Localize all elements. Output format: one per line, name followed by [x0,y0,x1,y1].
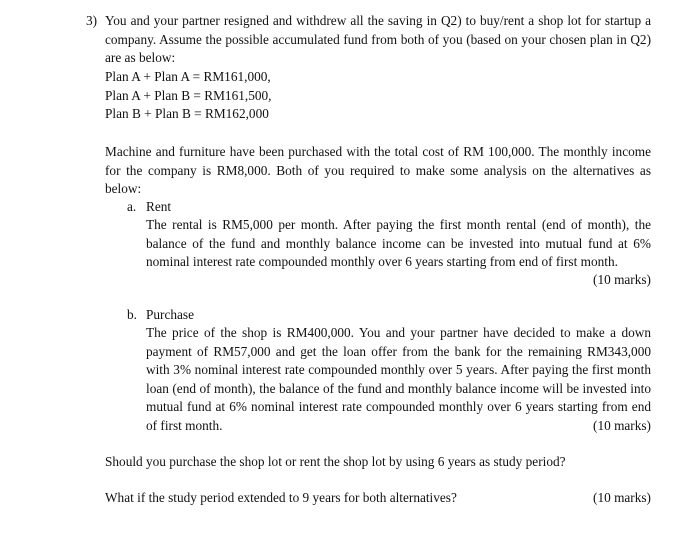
option-a-body: The rental is RM5,000 per month. After paying the first month rental (end of month), the balance of the fund and monthly balance income can be invested into mutual fund at 6% nominal interest rate compounded monthly over 6 years starting from end of first month. [146,217,651,269]
question-intro: You and your partner resigned and withdrew all the saving in Q2) to buy/rent a shop lot for startup a company. Assume the possible accumulated fund from both of you (based on your chosen plan in Q2) are as below: [105,13,651,65]
option-a-marks: (10 marks) [593,272,651,287]
option-b-title: Purchase [146,307,194,322]
plan-item: Plan A + Plan A = RM161,000, [105,69,271,84]
followup-marks: (10 marks) [593,490,651,505]
option-b-body: The price of the shop is RM400,000. You and your partner have decided to make a down payment of RM57,000 and get the loan offer from the bank for the remaining RM343,000 with 3% nominal interest rate compounded monthly over 5 years. After paying the first month loan (end of month), the balance of the fund and monthly balance income will be invested into mutual fund at 6% nominal interest rate compounded monthly over 6 years starting from end of first month. [146,325,651,433]
question-number: 3) [86,13,98,28]
plan-list [105,68,405,124]
context-paragraph: Machine and furniture have been purchased with the total cost of RM 100,000. The monthly income for the company is RM8,000. Both of you required to make some analysis on the alternatives as below: [105,144,651,196]
option-a-label: a. [127,199,137,214]
option-a-title: Rent [146,199,172,214]
plan-item: Plan B + Plan B = RM162,000 [105,106,269,121]
option-b-label: b. [127,307,137,322]
plan-item: Plan A + Plan B = RM161,500, [105,87,272,103]
option-b-marks: (10 marks) [593,418,651,433]
followup-question-1: Should you purchase the shop lot or rent the shop lot by using 6 years as study period? [105,454,566,469]
followup-question-2: What if the study period extended to 9 years for both alternatives? [105,490,457,505]
